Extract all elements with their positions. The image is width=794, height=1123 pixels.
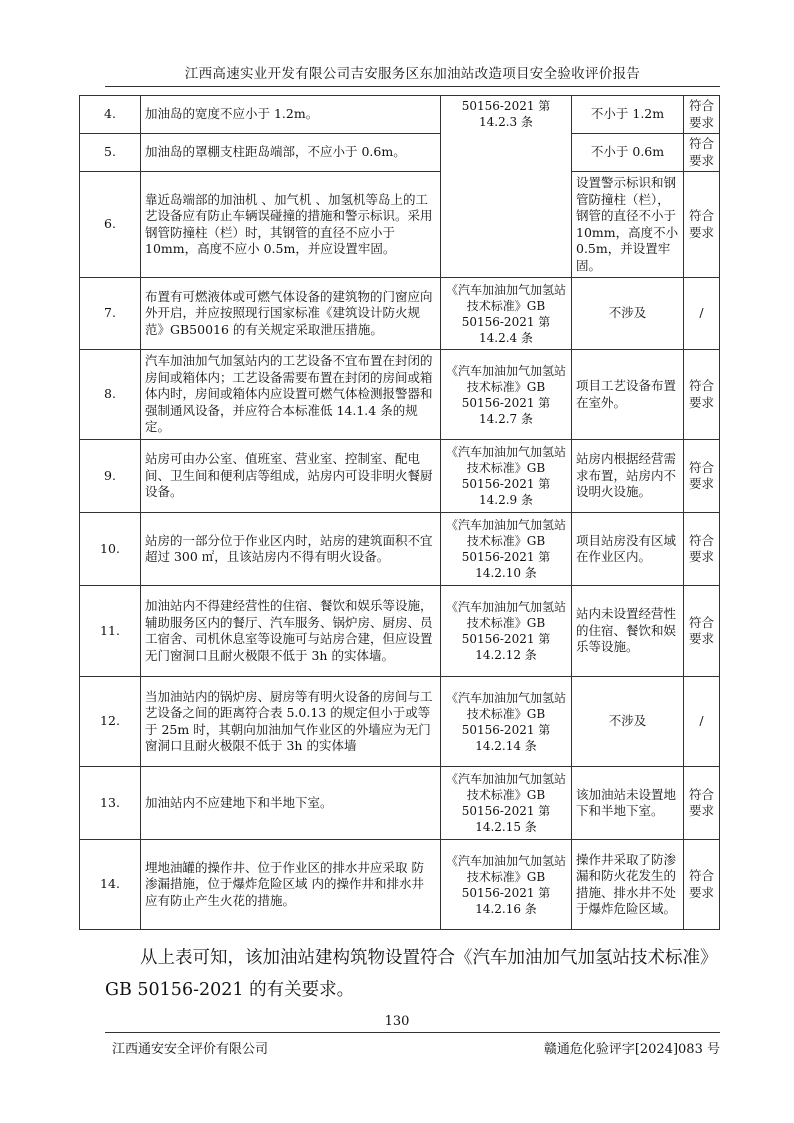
- row-number: 5.: [80, 134, 141, 172]
- actual-status: 该加油站未设置地下和半地下室。: [572, 767, 684, 840]
- conclusion-paragraph: 从上表可知，该加油站建构筑物设置符合《汽车加油加气加氢站技术标准》GB 50156-2021 的有关要求。: [105, 948, 718, 1000]
- row-number: 13.: [80, 767, 141, 840]
- basis-text: 《汽车加油加气加氢站技术标准》GB 50156-2021 第 14.2.16 条: [441, 840, 572, 930]
- basis-text: 《汽车加油加气加氢站技术标准》GB 50156-2021 第 14.2.14 条: [441, 677, 572, 767]
- row-number: 10.: [80, 513, 141, 586]
- requirement-text: 汽车加油加气加氢站内的工艺设备不宜布置在封闭的房间或箱体内；工艺设备需要布置在封闭的房间或箱体内时，房间或箱体内应设置可燃气体检测报警器和强制通风设备，并应符合本标准低 14.1.4 条的规定。: [141, 350, 441, 440]
- row-number: 7.: [80, 278, 141, 350]
- result-badge: 符合要求: [684, 513, 720, 586]
- footer-divider: [105, 1032, 720, 1033]
- page-number: 130: [384, 1014, 410, 1029]
- table-row: [80, 350, 720, 440]
- table-row: [80, 586, 720, 677]
- basis-text: 《汽车加油加气加氢站技术标准》GB 50156-2021 第 14.2.15 条: [441, 767, 572, 840]
- actual-status: 设置警示标识和钢管防撞柱（栏），钢管的直径不小于 10mm，高度不小 0.5m，并设置牢固。: [572, 172, 684, 278]
- actual-status: 操作井采取了防渗漏和防火花发生的措施、排水井不处于爆炸危险区域。: [572, 840, 684, 930]
- result-badge: 符合要求: [684, 440, 720, 513]
- result-badge: 符合要求: [684, 586, 720, 677]
- result-badge: 符合要求: [684, 767, 720, 840]
- actual-status: 不小于 1.2m: [572, 96, 684, 134]
- result-badge: 符合要求: [684, 840, 720, 930]
- table-row: [80, 96, 720, 134]
- actual-status: 不涉及: [572, 278, 684, 350]
- result-badge: 符合要求: [684, 172, 720, 278]
- table-row: [80, 134, 720, 172]
- table-row: [80, 677, 720, 767]
- requirement-text: 加油岛的罩棚支柱距岛端部，不应小于 0.6m。: [141, 134, 441, 172]
- row-number: 12.: [80, 677, 141, 767]
- table-row: [80, 767, 720, 840]
- requirement-text: 靠近岛端部的加油机 、加气机 、加氢机等岛上的工艺设备应有防止车辆误碰撞的措施和警示标识。采用钢管防撞柱（栏）时，其钢管的直径不应小于 10mm，高度不应小 0.5m，并应设置牢固。: [141, 172, 441, 278]
- requirement-text: 加油站内不应建地下和半地下室。: [141, 767, 441, 840]
- row-number: 8.: [80, 350, 141, 440]
- requirement-text: 当加油站内的锅炉房、厨房等有明火设备的房间与工艺设备之间的距离符合表 5.0.13 的规定但小于或等于 25m 时，其朝向加油加气作业区的外墙应为无门窗洞口且耐火极限不低于 3h 的实体墙: [141, 677, 441, 767]
- actual-status: 项目站房没有区域在作业区内。: [572, 513, 684, 586]
- footer-company: 江西通安安全评价有限公司: [112, 1042, 269, 1057]
- row-number: 6.: [80, 172, 141, 278]
- footer-document-code: 赣通危化验评字[2024]083 号: [543, 1042, 720, 1057]
- table-row: [80, 440, 720, 513]
- result-badge: 符合要求: [684, 134, 720, 172]
- basis-text: 50156-2021 第 14.2.3 条: [441, 96, 572, 278]
- row-number: 9.: [80, 440, 141, 513]
- result-badge: /: [684, 677, 720, 767]
- basis-text: 《汽车加油加气加氢站技术标准》GB 50156-2021 第 14.2.12 条: [441, 586, 572, 677]
- requirement-text: 布置有可燃液体或可燃气体设备的建筑物的门窗应向外开启，并应按照现行国家标准《建筑设计防火规范》GB50016 的有关规定采取泄压措施。: [141, 278, 441, 350]
- basis-text: 《汽车加油加气加氢站技术标准》GB 50156-2021 第 14.2.10 条: [441, 513, 572, 586]
- actual-status: 站内未设置经营性的住宿、餐饮和娱乐等设施。: [572, 586, 684, 677]
- requirement-text: 站房的一部分位于作业区内时，站房的建筑面积不宜超过 300 ㎡，且该站房内不得有明火设备。: [141, 513, 441, 586]
- actual-status: 项目工艺设备布置在室外。: [572, 350, 684, 440]
- table-row: [80, 840, 720, 930]
- table-row: [80, 172, 720, 278]
- basis-text: 《汽车加油加气加氢站技术标准》GB 50156-2021 第 14.2.7 条: [441, 350, 572, 440]
- requirement-text: 加油站内不得建经营性的住宿、餐饮和娱乐等设施，辅助服务区内的餐厅、汽车服务、锅炉房、厨房、员工宿舍、司机休息室等设施可与站房合建，但应设置无门窗洞口且耐火极限不低于 3h 的实体墙。: [141, 586, 441, 677]
- header-divider: [105, 86, 720, 87]
- actual-status: 不涉及: [572, 677, 684, 767]
- row-number: 14.: [80, 840, 141, 930]
- requirements-table: [79, 95, 720, 930]
- result-badge: 符合要求: [684, 350, 720, 440]
- row-number: 4.: [80, 96, 141, 134]
- basis-text: 《汽车加油加气加氢站技术标准》GB 50156-2021 第 14.2.9 条: [441, 440, 572, 513]
- requirement-text: 站房可由办公室、值班室、营业室、控制室、配电间、卫生间和便利店等组成，站房内可设非明火餐厨设备。: [141, 440, 441, 513]
- requirement-text: 加油岛的宽度不应小于 1.2m。: [141, 96, 441, 134]
- actual-status: 不小于 0.6m: [572, 134, 684, 172]
- page-header-title: 江西高速实业开发有限公司吉安服务区东加油站改造项目安全验收评价报告: [184, 66, 641, 82]
- table-row: [80, 513, 720, 586]
- result-badge: 符合要求: [684, 96, 720, 134]
- basis-text: 《汽车加油加气加氢站技术标准》GB 50156-2021 第 14.2.4 条: [441, 278, 572, 350]
- result-badge: /: [684, 278, 720, 350]
- row-number: 11.: [80, 586, 141, 677]
- table-row: [80, 278, 720, 350]
- requirement-text: 埋地油罐的操作井、位于作业区的排水井应采取 防渗漏措施，位于爆炸危险区域 内的操作井和排水井 应有防止产生火花的措施。: [141, 840, 441, 930]
- actual-status: 站房内根据经营需求布置，站房内不设明火设施。: [572, 440, 684, 513]
